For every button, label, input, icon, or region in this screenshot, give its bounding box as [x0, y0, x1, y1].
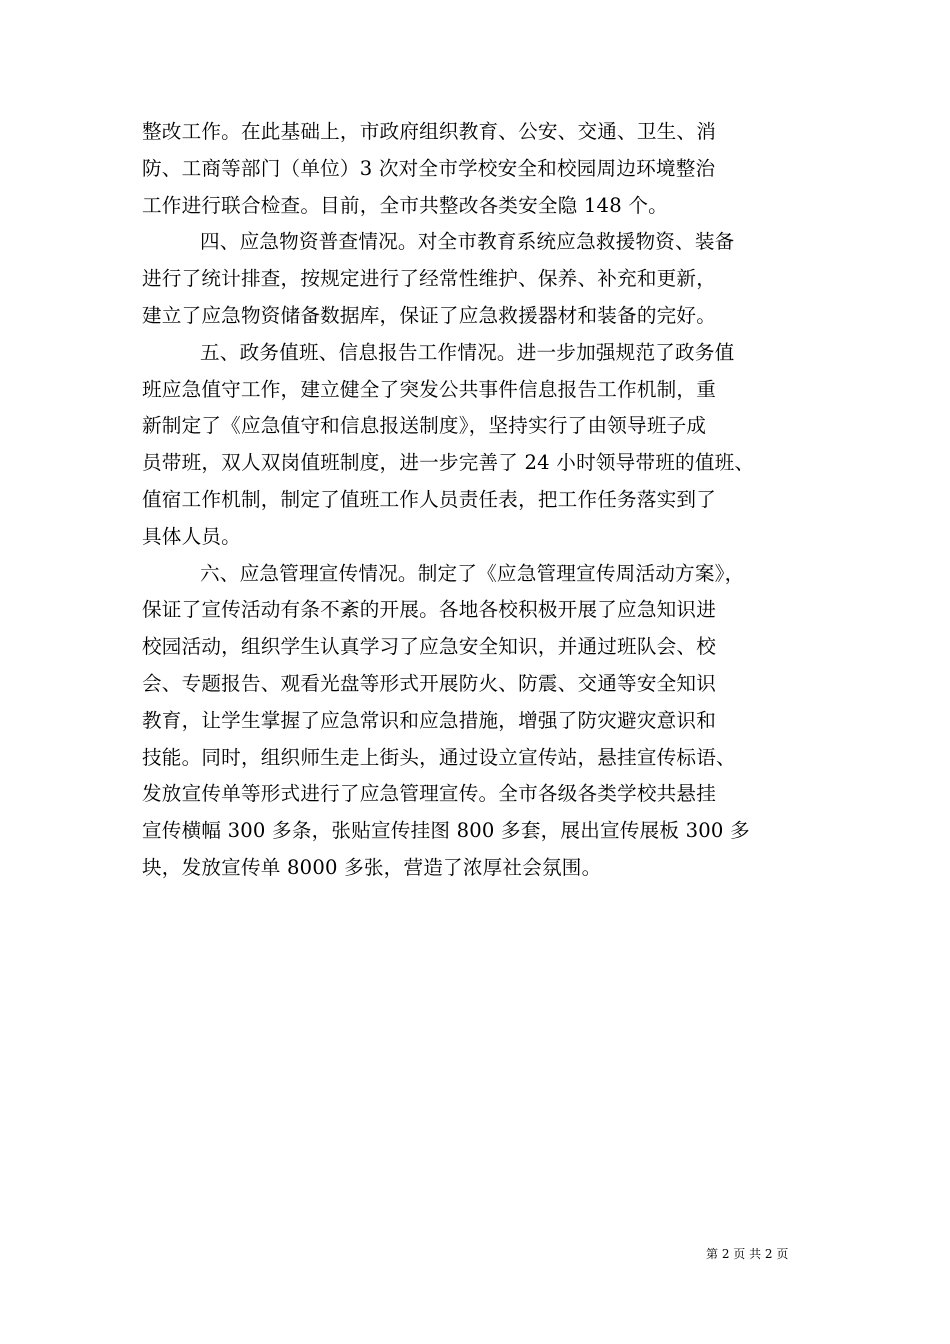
text-line: 工作进行联合检查。目前，全市共整改各类安全隐 148 个。 — [142, 193, 668, 217]
section-five-first-line: 五、政务值班、信息报告工作情况。进一步加强规范了政务值 — [200, 340, 735, 364]
text-line: 新制定了《应急值守和信息报送制度》，坚持实行了由领导班子成 — [142, 414, 707, 438]
text-line: 具体人员。 — [142, 524, 241, 548]
text-line: 技能。同时，组织师生走上街头，通过设立宣传站，悬挂宣传标语、 — [142, 745, 736, 769]
document-body — [142, 114, 812, 887]
section-six-first-line: 六、应急管理宣传情况。制定了《应急管理宣传周活动方案》， — [200, 561, 745, 585]
text-line: 防、工商等部门（单位）3 次对全市学校安全和校园周边环境整治 — [142, 156, 716, 180]
text-line: 块，发放宣传单 8000 多张，营造了浓厚社会氛围。 — [142, 855, 602, 879]
text-line: 值宿工作机制，制定了值班工作人员责任表，把工作任务落实到了 — [142, 487, 717, 511]
section-four-first-line: 四、应急物资普查情况。对全市教育系统应急救援物资、装备 — [200, 230, 735, 254]
text-line: 整改工作。在此基础上，市政府组织教育、公安、交通、卫生、消 — [142, 120, 717, 143]
text-line: 发放宣传单等形式进行了应急管理宣传。全市各级各类学校共悬挂 — [142, 782, 717, 806]
text-line: 进行了统计排查，按规定进行了经常性维护、保养、补充和更新， — [142, 267, 717, 291]
text-line: 会、专题报告、观看光盘等形式开展防火、防震、交通等安全知识 — [142, 671, 717, 695]
text-line: 教育，让学生掌握了应急常识和应急措施，增强了防灾避灾意识和 — [142, 708, 717, 732]
text-line: 校园活动，组织学生认真学习了应急安全知识，并通过班队会、校 — [142, 635, 717, 659]
text-line: 保证了宣传活动有条不紊的开展。各地各校积极开展了应急知识进 — [142, 598, 717, 622]
page-number-footer: 第 2 页 共 2 页 — [706, 1247, 789, 1261]
text-line: 建立了应急物资储备数据库，保证了应急救援器材和装备的完好。 — [142, 303, 717, 327]
text-line: 员带班，双人双岗值班制度，进一步完善了 24 小时领导带班的值班、 — [142, 451, 755, 475]
text-line: 宣传横幅 300 多条，张贴宣传挂图 800 多套，展出宣传展板 300 多 — [142, 819, 750, 843]
text-line: 班应急值守工作，建立健全了突发公共事件信息报告工作机制，重 — [142, 377, 717, 401]
